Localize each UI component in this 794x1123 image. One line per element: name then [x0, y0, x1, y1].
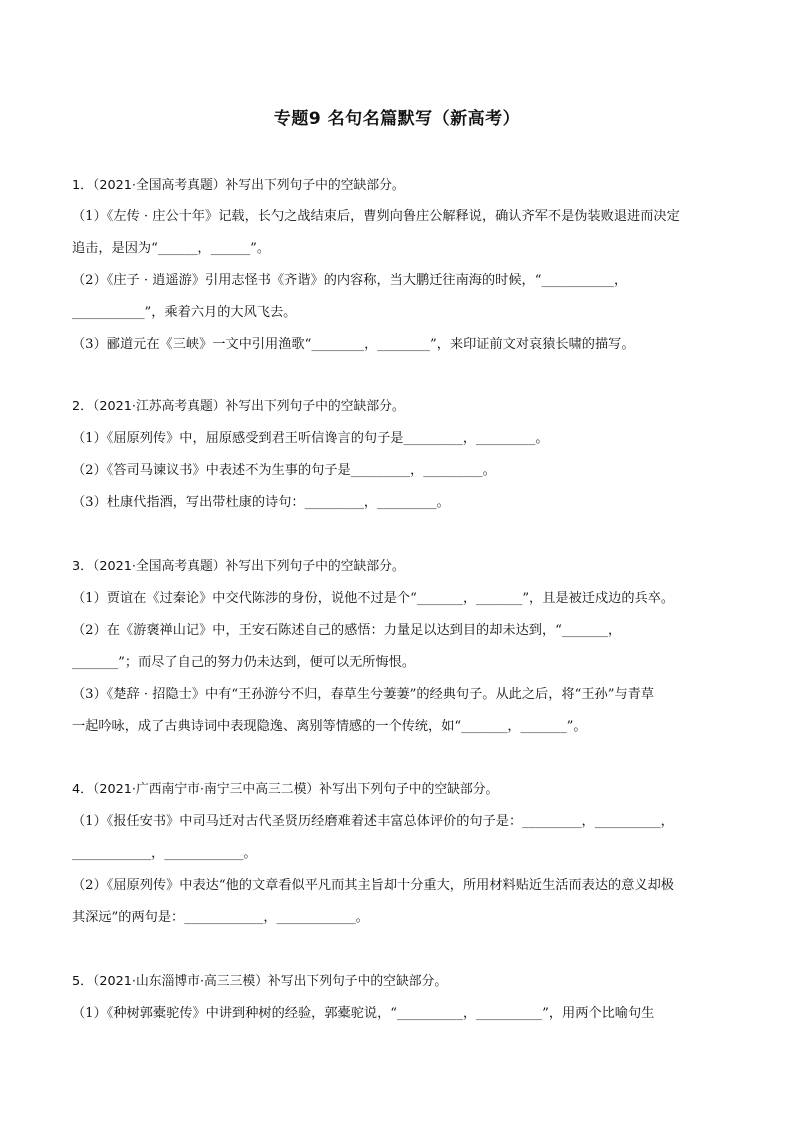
- question-2-item-3: （3）杜康代指酒，写出带杜康的诗句：_________，_________。: [72, 495, 450, 510]
- question-4-item-1-line-1: （1）《报任安书》中司马迁对古代圣贤历经磨难着述丰富总体评价的句子是：_________，__________，: [72, 814, 674, 829]
- page-title: 专题9 名句名篇默写（新高考）: [273, 109, 521, 129]
- question-4-item-2-line-2: 其深远”的两句是：____________，____________。: [72, 910, 369, 925]
- question-3-item-3-line-1: （3）《楚辞 · 招隐士》中有“王孙游兮不归，春草生兮萋萋”的经典句子。从此之后，将“王孙”与青草: [72, 687, 655, 702]
- question-5-item-1-line-1: （1）《种树郭橐驼传》中讲到种树的经验，郭橐驼说，“__________，__________”，用两个比喻句生: [72, 1006, 655, 1021]
- question-3-item-2-line-1: （2）在《游褒禅山记》中，王安石陈述自己的感悟：力量足以达到目的却未达到，“_______，: [72, 623, 622, 638]
- question-1-item-2-line-1: （2）《庄子 · 逍遥游》引用志怪书《齐谐》的内容称，当大鹏迁往南海的时候，“___________，: [72, 273, 628, 288]
- question-1-item-1-line-2: 追击，是因为“______，______”。: [72, 241, 271, 256]
- question-4-item-1-line-2: ____________，____________。: [72, 846, 257, 861]
- question-2-item-1: （1）《屈原列传》中，屈原感受到君王听信谗言的句子是_________，_________。: [72, 431, 549, 446]
- question-3-heading: 3．（2021·全国高考真题）补写出下列句子中的空缺部分。: [72, 559, 405, 574]
- question-4-item-2-line-1: （2）《屈原列传》中表达“他的文章看似平凡而其主旨却十分重大，所用材料贴近生活而表达的意义却极: [72, 878, 674, 893]
- question-3-item-3-line-2: 一起吟咏，成了古典诗词中表现隐逸、离别等情感的一个传统，如“_______，_______”。: [72, 719, 587, 734]
- question-1-item-2-line-2: ___________”，乘着六月的大风飞去。: [72, 305, 297, 320]
- question-1-item-1-line-1: （1）《左传 · 庄公十年》记载，长勺之战结束后，曹刿向鲁庄公解释说，确认齐军不是伪装败退进而决定: [72, 209, 680, 224]
- question-1-heading: 1．（2021·全国高考真题）补写出下列句子中的空缺部分。: [72, 178, 405, 193]
- question-2-heading: 2．（2021·江苏高考真题）补写出下列句子中的空缺部分。: [72, 399, 405, 414]
- question-2-item-2: （2）《答司马谏议书》中表述不为生事的句子是_________，_________。: [72, 463, 496, 478]
- question-4-heading: 4．（2021·广西南宁市·南宁三中高三二模）补写出下列句子中的空缺部分。: [72, 782, 499, 797]
- question-3-item-1: （1）贾谊在《过秦论》中交代陈涉的身份，说他不过是个“_______，_______”，且是被迁戍边的兵卒。: [72, 591, 675, 606]
- question-1-item-3: （3）郦道元在《三峡》一文中引用渔歌“________，________”，来印证前文对哀猿长啸的描写。: [72, 337, 635, 352]
- question-5-heading: 5．（2021·山东淄博市·高三三模）补写出下列句子中的空缺部分。: [72, 974, 448, 989]
- question-3-item-2-line-2: _______”；而尽了自己的努力仍未达到，便可以无所悔恨。: [72, 655, 416, 670]
